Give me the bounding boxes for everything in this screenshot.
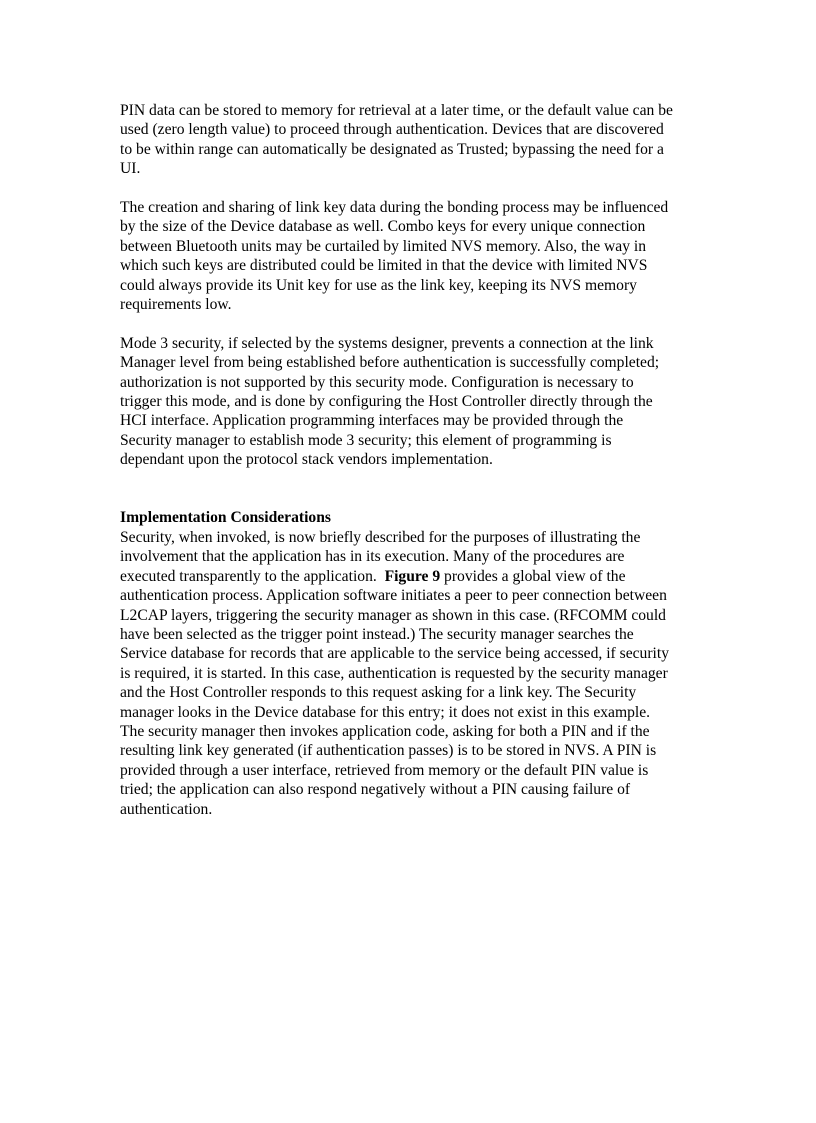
paragraph-spacer [120,179,700,198]
text-line: authorization is not supported by this security mode. Configuration is necessary to [120,373,634,391]
text-line: Security, when invoked, is now briefly described for the purposes of illustrating the [120,528,641,546]
text-line: UI. [120,160,141,178]
paragraph-mode3-security [120,334,700,470]
figure-reference: Figure 9 [384,567,441,585]
text-line: requirements low. [120,296,232,314]
text-line: Security manager to establish mode 3 security; this element of programming is [120,431,612,449]
text-fragment: executed transparently to the application. [120,567,385,585]
text-line: which such keys are distributed could be limited in that the device with limited NVS [120,257,648,275]
section-heading: Implementation Considerations [120,509,331,527]
text-line: could always provide its Unit key for use as the link key, keeping its NVS memory [120,276,637,294]
text-line: resulting link key generated (if authentication passes) is to be stored in NVS. A PIN is [120,742,657,760]
text-line: Mode 3 security, if selected by the systems designer, prevents a connection at the link [120,334,654,352]
text-line: L2CAP layers, triggering the security manager as shown in this case. (RFCOMM could [120,606,666,624]
section-spacer [120,470,700,509]
text-line: involvement that the application has in its execution. Many of the procedures are [120,548,625,566]
text-line: trigger this mode, and is done by configuring the Host Controller directly through the [120,393,653,411]
text-line: The security manager then invokes application code, asking for both a PIN and if the [120,722,650,740]
text-line: Service database for records that are applicable to the service being accessed, if security [120,645,669,663]
paragraph-link-key [120,198,700,314]
text-line: Manager level from being established before authentication is successfully completed; [120,354,660,372]
text-line: is required, it is started. In this case, authentication is requested by the security manager [120,664,668,682]
text-line: provided through a user interface, retrieved from memory or the default PIN value is [120,761,649,779]
text-line: manager looks in the Device database for this entry; it does not exist in this example. [120,703,651,721]
text-line: between Bluetooth units may be curtailed by limited NVS memory. Also, the way in [120,237,647,255]
paragraph-pin-data [120,101,700,179]
text-line: tried; the application can also respond negatively without a PIN causing failure of [120,781,631,799]
text-line: authentication process. Application software initiates a peer to peer connection between [120,587,667,605]
text-line: HCI interface. Application programming interfaces may be provided through the [120,412,624,430]
section-implementation [120,508,700,819]
text-line: have been selected as the trigger point instead.) The security manager searches the [120,625,634,643]
text-line: to be within range can automatically be designated as Trusted; bypassing the need for a [120,140,664,158]
text-line: dependant upon the protocol stack vendors implementation. [120,451,493,469]
text-fragment: provides a global view of the [440,567,626,585]
text-line: used (zero length value) to proceed through authentication. Devices that are discovered [120,121,664,139]
text-line-with-figure-ref [120,567,700,586]
document-page [120,101,700,819]
text-line: and the Host Controller responds to this request asking for a link key. The Security [120,684,637,702]
text-line: PIN data can be stored to memory for retrieval at a later time, or the default value can be [120,102,673,119]
paragraph-spacer [120,314,700,333]
text-line: by the size of the Device database as well. Combo keys for every unique connection [120,218,646,236]
text-line: The creation and sharing of link key data during the bonding process may be influenced [120,199,669,217]
text-line: authentication. [120,800,213,818]
